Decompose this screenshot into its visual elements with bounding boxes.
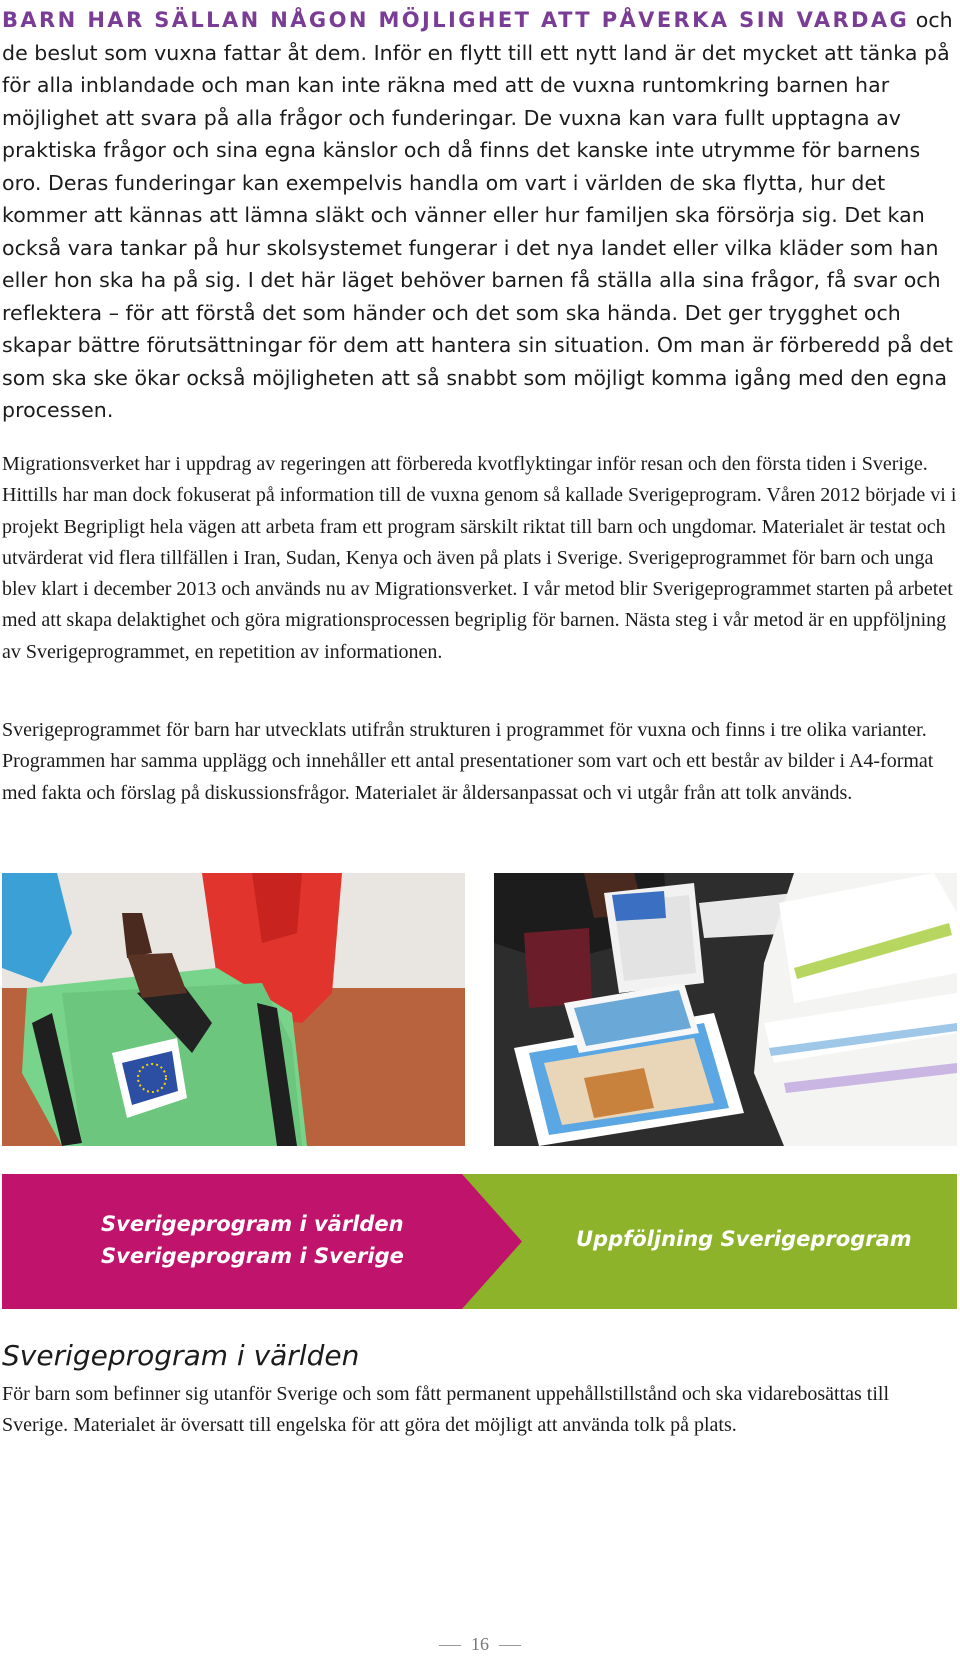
process-banner (2, 1174, 957, 1309)
page-number (0, 1634, 960, 1655)
banner-item-world: Sverigeprogram i världen (101, 1212, 404, 1236)
paragraph-sverigeprogrammet: Sverigeprogrammet för barn har utvecklats utifrån strukturen i programmet för vuxna och finns i tre olika varianter. Programmen har samma upplägg och innehåller ett antal presentationer som vart och ett består av bilder i A4-format med fakta och förslag på diskussionsfrågor. Materialet är åldersanpassat och vi utgår från att tolk används. (2, 719, 934, 804)
page-number-value: 16 (471, 1634, 489, 1654)
intro-body: och de beslut som vuxna fattar åt dem. Inför en flytt till ett nytt land är det mycket att tänka på för alla inblandade och man kan inte räkna med att de vuxna runtomkring barnen har möjlighet att svara på alla frågor och funderingar. De vuxna kan vara fullt upptagna av praktiska frågor och sina egna känslor och då finns det kanske inte utrymme för barnens oro. Deras funderingar kan exempelvis handla om vart i världen de ska flytta, hur det kommer att kännas att lämna släkt och vänner eller hur familjen ska försörja sig. Det kan också vara tankar på hur skolsystemet fungerar i det nya landet eller vilka kläder som han eller hon ska ha på sig. I det här läget behöver barnen få ställa alla sina frågor, få svar och reflektera – för att förstå det som händer och det som ska hända. Det ger trygghet och skapar bättre förutsättningar för dem att hantera sin situation. Om man är förberedd på det som ska ske ökar också möjligheten att så snabbt som möjligt komma igång med den egna processen. (2, 8, 954, 422)
intro-paragraph (2, 4, 957, 427)
paragraph-migrationsverket: Migrationsverket har i uppdrag av regeringen att förbereda kvotflyktingar inför resan och den första tiden i Sverige. Hittills har man dock fokuserat på information till de vuxna genom så kallade Sverigeprogram. Våren 2012 började vi i projekt Begripligt hela vägen att arbeta fram ett program särskilt riktat till barn och ungdomar. Materialet är testat och utvärderat vid flera tillfällen i Iran, Sudan, Kenya och även på plats i Sverige. Sverigeprogrammet för barn och unga blev klart i december 2013 och används nu av Migrationsverket. I vår metod blir Sverigeprogrammet starten på arbetet med att skapa delaktighet och göra migrationsprocessen begriplig för barnen. Nästa steg i vår metod är en uppföljning av Sverigeprogrammet, en repetition av informationen. (2, 453, 957, 663)
page-number-dash-right (499, 1645, 521, 1646)
materials-photo (494, 873, 957, 1146)
suitcase-photo (2, 873, 465, 1146)
banner-item-sweden: Sverigeprogram i Sverige (101, 1244, 404, 1268)
page-number-dash-left (439, 1645, 461, 1646)
intro-lead-caps: BARN HAR SÄLLAN NÅGON MÖJLIGHET ATT PÅVERKA SIN VARDAG (2, 8, 910, 32)
section-heading: Sverigeprogram i världen (2, 1339, 360, 1372)
banner-item-followup: Uppföljning Sverigeprogram (576, 1227, 912, 1251)
section-body: För barn som befinner sig utanför Sverige och som fått permanent uppehållstillstånd och ska vidarebosättas till Sverige. Materialet är översatt till engelska för att göra det möjligt att använda tolk på plats. (2, 1383, 890, 1437)
